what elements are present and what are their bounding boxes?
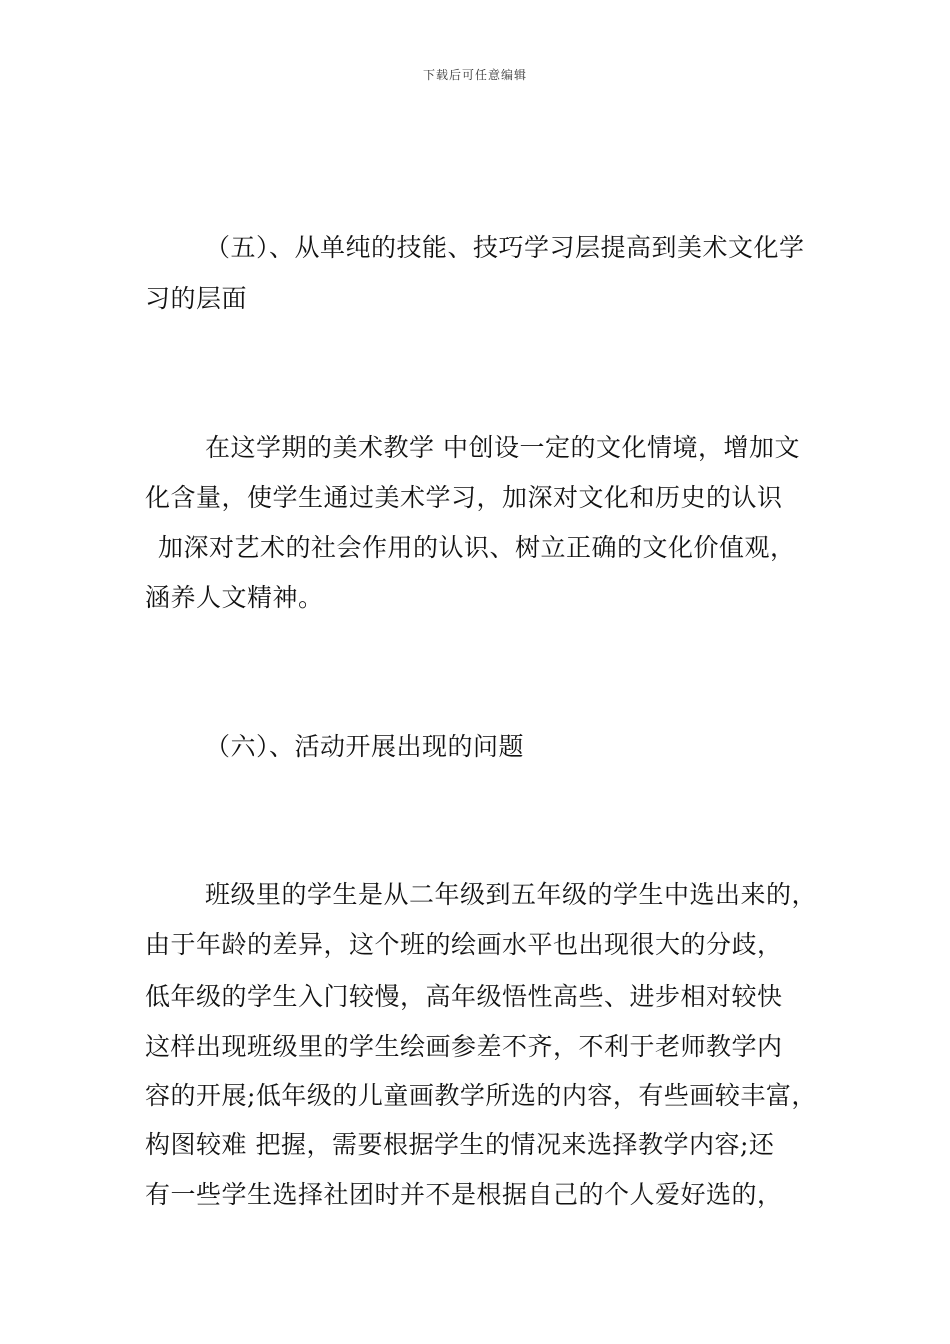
paragraph-2-line-7: 有一些学生选择社团时并不是根据自己的个人爱好选的， bbox=[145, 1180, 783, 1209]
paragraph-2-line-2: 由于年龄的差异，这个班的绘画水平也出现很大的分歧， bbox=[145, 930, 783, 959]
section-5-heading-line-1: （五）、从单纯的技能、技巧学习层提高到美术文化学 bbox=[205, 233, 805, 262]
paragraph-1-line-2: 化含量，使学生通过美术学习，加深对文化和历史的认识 bbox=[145, 483, 783, 512]
paragraph-2-line-5: 容的开展;低年级的儿童画教学所选的内容，有些画较丰富， bbox=[145, 1081, 817, 1110]
section-6-heading: （六）、活动开展出现的问题 bbox=[205, 732, 525, 761]
paragraph-1-line-1: 在这学期的美术教学 中创设一定的文化情境，增加文 bbox=[205, 433, 800, 462]
paragraph-2-line-4: 这样出现班级里的学生绘画参差不齐，不利于老师教学内 bbox=[145, 1032, 783, 1061]
paragraph-2-line-3: 低年级的学生入门较慢，高年级悟性高些、进步相对较快 bbox=[145, 982, 783, 1011]
paragraph-2-line-6: 构图较难 把握，需要根据学生的情况来选择教学内容;还 bbox=[145, 1130, 775, 1159]
paragraph-2-line-1: 班级里的学生是从二年级到五年级的学生中选出来的， bbox=[205, 880, 818, 909]
paragraph-1-line-3: 加深对艺术的社会作用的认识、树立正确的文化价值观， bbox=[158, 533, 796, 562]
section-5-heading-line-2: 习的层面 bbox=[145, 284, 248, 313]
page-header: 下载后可任意编辑 bbox=[422, 68, 527, 82]
paragraph-1-line-4: 涵养人文精神。 bbox=[145, 583, 324, 612]
